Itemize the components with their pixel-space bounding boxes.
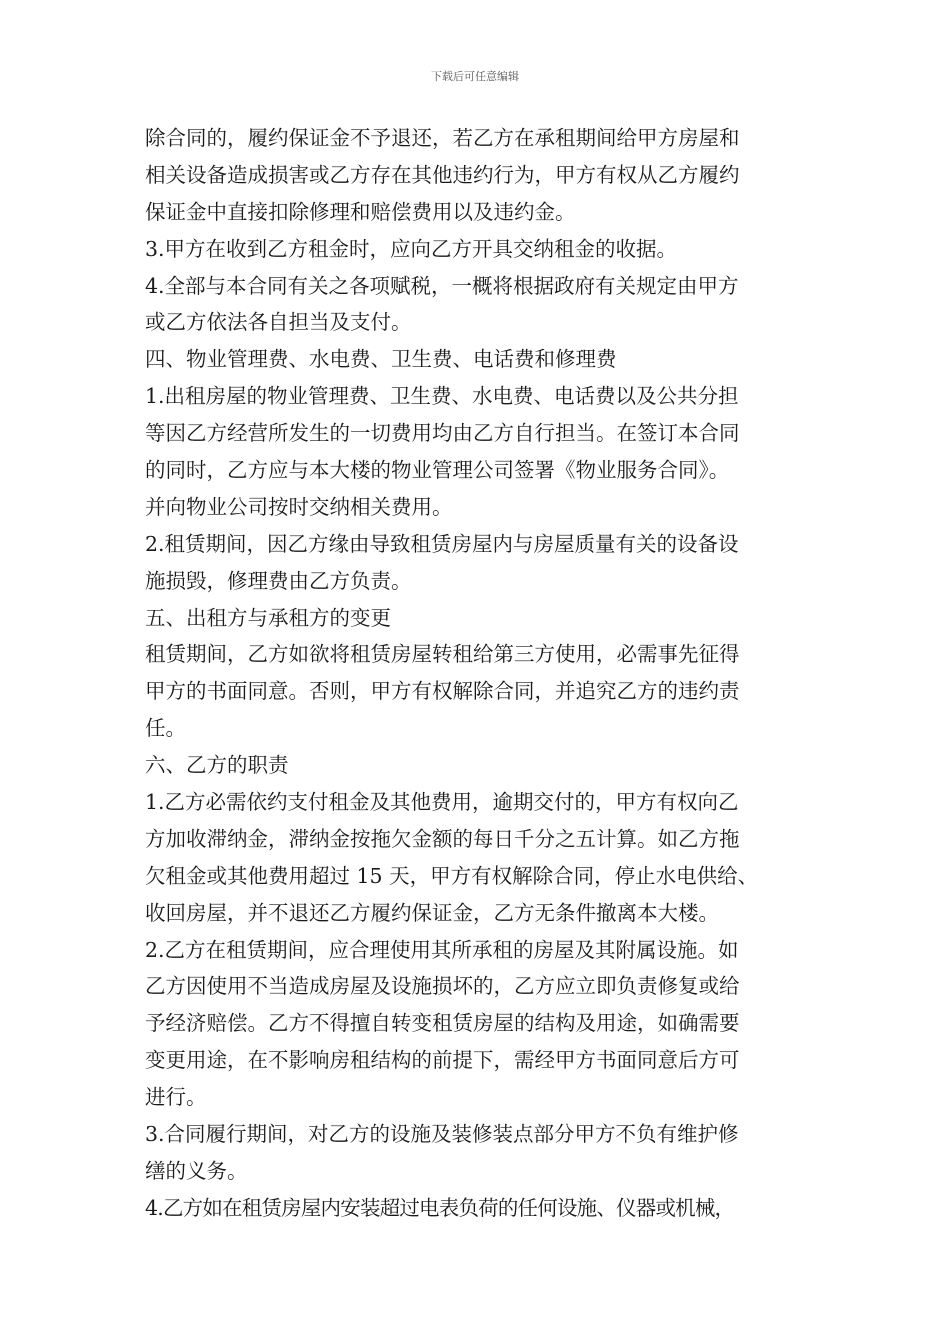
text-line: 2.乙方在租赁期间，应合理使用其所承租的房屋及其附属设施。如 — [145, 937, 739, 962]
text-line: 1.出租房屋的物业管理费、卫生费、水电费、电话费以及公共分担 — [145, 384, 739, 409]
text-line: 予经济赔偿。乙方不得擅自转变租赁房屋的结构及用途，如确需要 — [145, 1011, 740, 1036]
page-header: 下载后可任意编辑 — [431, 70, 519, 83]
text-line: 2.租赁期间，因乙方缘由导致租赁房屋内与房屋质量有关的设备设 — [145, 531, 739, 556]
text-line: 欠租金或其他费用超过 15 天，甲方有权解除合同，停止水电供给、 — [145, 863, 759, 888]
section-heading: 四、物业管理费、水电费、卫生费、电话费和修理费 — [145, 347, 617, 372]
text-line: 进行。 — [145, 1085, 207, 1110]
text-line: 方加收滞纳金，滞纳金按拖欠金额的每日千分之五计算。如乙方拖 — [145, 826, 740, 851]
text-line: 租赁期间，乙方如欲将租赁房屋转租给第三方使用，必需事先征得 — [145, 642, 740, 667]
text-line: 保证金中直接扣除修理和赔偿费用以及违约金。 — [145, 199, 576, 224]
text-line: 缮的义务。 — [145, 1158, 248, 1183]
text-line: 任。 — [145, 716, 186, 741]
text-line: 或乙方依法各自担当及支付。 — [145, 310, 412, 335]
text-line: 甲方的书面同意。否则，甲方有权解除合同，并追究乙方的违约责 — [145, 679, 740, 704]
text-line: 并向物业公司按时交纳相关费用。 — [145, 494, 453, 519]
text-line: 3.甲方在收到乙方租金时，应向乙方开具交纳租金的收据。 — [145, 236, 678, 261]
section-heading: 五、出租方与承租方的变更 — [145, 605, 391, 630]
section-heading: 六、乙方的职责 — [145, 753, 289, 778]
text-line: 乙方因使用不当造成房屋及设施损坏的，乙方应立即负责修复或给 — [145, 974, 740, 999]
text-line: 等因乙方经营所发生的一切费用均由乙方自行担当。在签订本合同 — [145, 421, 740, 446]
text-line: 施损毁，修理费由乙方负责。 — [145, 568, 412, 593]
text-line: 的同时，乙方应与本大楼的物业管理公司签署《物业服务合同》。 — [145, 458, 730, 483]
text-line: 除合同的，履约保证金不予退还，若乙方在承租期间给甲方房屋和 — [145, 126, 740, 150]
text-line: 相关设备造成损害或乙方存在其他违约行为，甲方有权从乙方履约 — [145, 162, 740, 187]
text-line: 1.乙方必需依约支付租金及其他费用，逾期交付的，甲方有权向乙 — [145, 790, 739, 815]
text-line: 4.乙方如在租赁房屋内安装超过电表负荷的任何设施、仪器或机械， — [145, 1195, 735, 1220]
text-line: 变更用途，在不影响房租结构的前提下，需经甲方书面同意后方可 — [145, 1048, 740, 1073]
document-body — [145, 120, 825, 1227]
text-line: 3.合同履行期间，对乙方的设施及装修装点部分甲方不负有维护修 — [145, 1122, 739, 1147]
text-line: 收回房屋，并不退还乙方履约保证金，乙方无条件撤离本大楼。 — [145, 900, 719, 925]
text-line: 4.全部与本合同有关之各项赋税，一概将根据政府有关规定由甲方 — [145, 273, 739, 298]
